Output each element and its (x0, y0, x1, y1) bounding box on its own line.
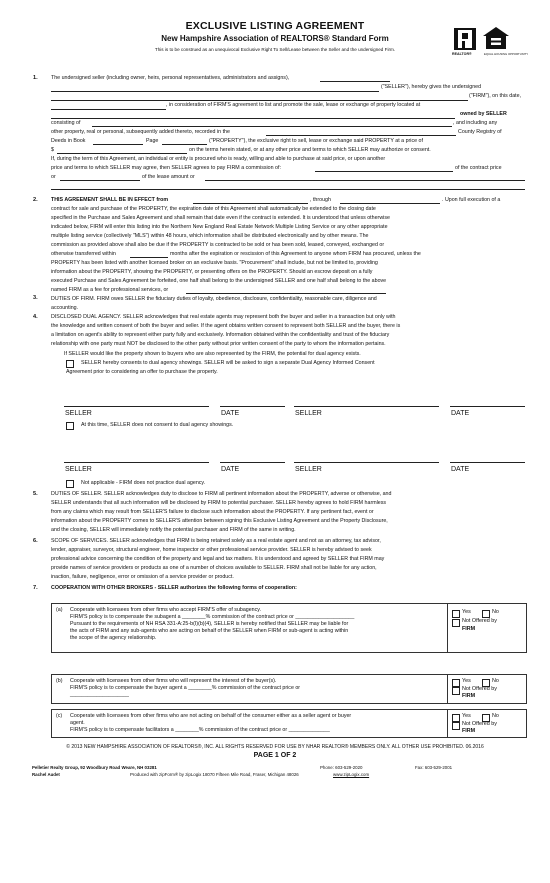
coop-b-line1: Cooperate with licensees from other firms who will represent the interest of the buyer(s). (70, 678, 277, 684)
sig-seller-label-1: SELLER (65, 410, 92, 417)
s2-line7a: otherwise transferred within (51, 251, 116, 257)
s4-consent1-b: Agreement prior to considering an offer to purchase the property. (66, 369, 218, 375)
end-date-field[interactable] (340, 203, 440, 204)
equal-housing-icon (482, 26, 510, 50)
escrow-other-field[interactable] (186, 293, 386, 294)
coop-a-no-label: No (492, 609, 499, 615)
s6-line1: SCOPE OF SERVICES. SELLER acknowledges that FIRM is being retained solely as a real estate agent and not as an attorney, tax advisor, (51, 538, 381, 544)
s1-line8c: ("PROPERTY"), the exclusive right to sell, lease or exchange said PROPERTY at a price of (209, 138, 423, 144)
s1-line5: owned by SELLER (460, 111, 507, 117)
s3-line2: accounting. (51, 305, 79, 311)
coop-b-no-label: No (492, 678, 499, 684)
sig-date-label-1: DATE (221, 410, 240, 417)
coop-box-c (51, 709, 527, 738)
coop-c-yes-label: Yes (462, 713, 471, 719)
s4-line5: If SELLER would like the property shown to buyers who are also represented by the FIRM, the potential for dual agency exists. (64, 351, 361, 357)
realtor-logo-icon (454, 28, 476, 50)
consent-dual-agency-checkbox[interactable] (66, 360, 74, 368)
coop-a-line3: Pursuant to the requirements of NH RSA 331-A:25-b(I)(b)(4), SELLER is hereby notified that SELLER may be liable for (70, 621, 349, 627)
section-6-number: 6. (33, 538, 38, 544)
coop-a-not-offered-checkbox[interactable] (452, 619, 460, 627)
equal-housing-text: EQUAL HOUSING OPPORTUNITY (484, 52, 529, 56)
sig-date-label-4: DATE (451, 466, 470, 473)
coop-c-label: (c) (56, 713, 63, 719)
property-location-field[interactable] (51, 118, 455, 119)
s6-line3: professional advice concerning the condition of the property and legal and tax matters. It is understood and agreed by SELLER that FIRM may (51, 556, 385, 562)
seller-signature-line-4[interactable] (294, 462, 439, 463)
s4-consent3: Not applicable - FIRM does not practice dual agency. (81, 480, 206, 486)
coop-b-yes-checkbox[interactable] (452, 679, 460, 687)
price-field[interactable] (57, 153, 187, 154)
section-4-number: 4. (33, 314, 38, 320)
s4-line4: relationship with one party must NOT be disclosed to the other party without prior written consent of the party to whom the information pertains. (51, 341, 386, 347)
firm-phone: Phone: 603-529-2020 (320, 765, 363, 770)
section-2-number: 2. (33, 197, 38, 203)
s5-line1: DUTIES OF SELLER. SELLER acknowledges duty to disclose to FIRM all pertinent information about the PROPERTY, adverse or otherwise, and (51, 491, 392, 497)
agent-name: Rachel Audet (32, 772, 60, 777)
coop-c-line1: Cooperate with licensees from other firms who are not acting on behalf of the consumer either as a seller agent or buyer (70, 713, 352, 719)
s2-line3: specified in the Purchase and Sales Agreement and shall remain that date even if the contract is extended. It is understood that unless otherwise (51, 215, 390, 221)
s4-line1: DISCLOSED DUAL AGENCY. SELLER acknowledges that real estate agents may represent both the buyer and seller in a transaction but only with (51, 314, 396, 320)
start-date-field[interactable] (193, 203, 308, 204)
s4-line2: the knowledge and written consent of both the buyer and seller. If the agent obtains written consent to represent both SELLER and the buyer, there is (51, 323, 401, 329)
s1-line1: The undersigned seller (including owner, heirs, personal representatives, administrators and assigns), (51, 75, 290, 81)
section-5-number: 5. (33, 491, 38, 497)
s1-line3: ("FIRM"), on this date, (469, 93, 522, 99)
s4-consent2: At this time, SELLER does not consent to dual agency showings. (81, 422, 234, 428)
s1-line9b: on the terms herein stated, or at any other price and terms to which SELLER may authorize or consent. (189, 147, 431, 153)
s2-line2: contract for sale and purchase of the PROPERTY, the expiration date of this Agreement shall automatically be extended to the closing date (51, 206, 376, 212)
s1-line8b: Page (146, 138, 159, 144)
section-1-number: 1. (33, 75, 38, 81)
s6-line2: lender, appraiser, surveyor, structural engineer, home inspector or other professional service provider. SELLER is hereby advised to seek (51, 547, 372, 553)
s1-line9a: $ (51, 147, 54, 153)
coop-box-b (51, 674, 527, 704)
s5-line3: from any claims which may result from SELLER'S failure to disclose such information about the PROPERTY. If any pertinent fact, event or (51, 509, 374, 515)
coop-a-no-checkbox[interactable] (482, 610, 490, 618)
s1-line7b: County Registry of (458, 129, 502, 135)
coop-a-firm-label: FIRM (462, 626, 476, 632)
document-title: EXCLUSIVE LISTING AGREEMENT (185, 20, 365, 32)
document-note: This is to be construed as an unequivocal Exclusive Right To Sell/Lease between the Seller and the undersigned Firm. (154, 47, 396, 52)
s1-line6a: consisting of (51, 120, 81, 126)
realtor-logo-text: REALTOR® (452, 52, 472, 56)
coop-box-a (51, 603, 527, 653)
seller-name-field-2[interactable] (51, 91, 379, 92)
book-field[interactable] (93, 144, 143, 145)
coop-b-not-offered-checkbox[interactable] (452, 687, 460, 695)
s3-line1: DUTIES OF FIRM. FIRM owes SELLER the fiduciary duties of loyalty, obedience, disclosure, confidentiality, reasonable care, diligence and (51, 296, 377, 302)
s1-line8a: Deeds in Book (51, 138, 86, 144)
coop-a-yes-checkbox[interactable] (452, 610, 460, 618)
coop-a-label: (a) (56, 607, 63, 613)
seller-signature-line-3[interactable] (64, 462, 209, 463)
page-number: PAGE 1 OF 2 (253, 752, 297, 759)
seller-signature-line-1[interactable] (64, 406, 209, 407)
coop-a-yes-label: Yes (462, 609, 471, 615)
s4-consent1-a: SELLER hereby consents to dual agency showings. SELLER will be asked to sign a separate Dual Agency Informed Consent (81, 360, 375, 366)
copyright-notice: © 2013 NEW HAMPSHIRE ASSOCIATION OF REALTORS®, INC. ALL RIGHTS RESERVED FOR USE BY NHAR REALTOR® MEMBERS ONLY. ALL OTHER USE PROHIBITED. 06.2016 (66, 744, 484, 750)
sig-date-label-3: DATE (221, 466, 240, 473)
zipform-notice: Produced with zipForm® by zipLogix 18070 Fifteen Mile Road, Fraser, Michigan 48026 (130, 772, 299, 777)
agreement-date-field[interactable] (51, 109, 166, 110)
county-field[interactable] (266, 135, 456, 136)
date-line-2[interactable] (450, 406, 525, 407)
coop-a-line4: the acts of FIRM and any sub-agents who are acting on behalf of the SELLER when FIRM or sub-agent is acting within (70, 628, 349, 634)
s5-line2: SELLER understands that all such information will be disclosed by FIRM to potential purchaser. SELLER hereby agrees to hold FIRM harmless (51, 500, 387, 506)
header-logos (452, 26, 529, 62)
s1-line10: If, during the term of this Agreement, an individual or entity is procured who is ready, willing and able to purchase at said price, or upon another (51, 156, 386, 162)
s2-line8: PROPERTY has been listed with another licensed broker on an exclusive basis. "Procurement" shall include, but not be limited to, providing (51, 260, 378, 266)
coop-b-line2: FIRM'S policy is to compensate the buyer agent a ________% commission of the contract price or (70, 685, 301, 691)
s1-line6b: , and including any (453, 120, 498, 126)
months-field[interactable] (130, 257, 168, 258)
coop-c-yes-checkbox[interactable] (452, 714, 460, 722)
coop-b-firm-label: FIRM (462, 693, 476, 699)
s1-line11b: of the contract price (455, 165, 502, 171)
s2-line11: named FIRM as a fee for professional services, or (51, 287, 169, 293)
s7-line1: COOPERATION WITH OTHER BROKERS - SELLER authorizes the following forms of cooperation: (51, 585, 297, 591)
no-consent-dual-agency-checkbox[interactable] (66, 422, 74, 430)
lease-other-field-2[interactable] (51, 189, 525, 190)
lease-commission-field[interactable] (60, 180, 140, 181)
seller-name-field[interactable] (320, 81, 390, 82)
s6-line5: inaction, failure, negligence, error or omission of a service provider or product. (51, 574, 234, 580)
s2-line6: commission as provided above shall also be due if the PROPERTY is contracted to be sold or has been sold, leased, conveyed, exchanged or (51, 242, 385, 248)
s2-line9: information about the PROPERTY, showing the PROPERTY, or presenting offers on the PROPERTY. Should an escrow deposit on a fully (51, 269, 373, 275)
s2-line7b: months after the expiration or rescission of this Agreement to anyone whom FIRM has procured, unless the (170, 251, 421, 257)
coop-c-line3: FIRM'S policy is to compensate facilitators a ________% commission of the contract price or ______________ (70, 727, 330, 733)
firm-fax: Fax: 603-529-2001 (415, 765, 453, 770)
s4-line3: a limitation on agent's ability to represent either party fully and exclusively. Information obtained within the confidentiality and trust of the fiduciary (51, 332, 390, 338)
firm-address: Pelletier Realty Group, 92 Woodbury Road Weare, NH 03281 (32, 765, 157, 770)
sig-seller-label-3: SELLER (65, 466, 92, 473)
s1-line12a: or (51, 174, 56, 180)
s5-line4: information about the PROPERTY comes to SELLER'S attention between signing this Exclusive Listing Agreement and the Property Disclosure, (51, 518, 388, 524)
coop-a-line1: Cooperate with licensees from other firms who accept FIRM'S offer of subagency. (70, 607, 261, 613)
coop-c-firm-label: FIRM (462, 728, 476, 734)
page-field[interactable] (162, 144, 207, 145)
document-subtitle: New Hampshire Association of REALTORS® Standard Form (161, 34, 389, 43)
coop-c-not-offered-checkbox[interactable] (452, 722, 460, 730)
coop-b-line3: ____________________ (70, 692, 129, 698)
s2-line1b: , through (310, 197, 331, 203)
coop-b-yes-label: Yes (462, 678, 471, 684)
s2-line10: executed Purchase and Sales Agreement be forfeited, one half shall belong to the undersigned SELLER and one half shall belong to the above (51, 278, 387, 284)
coop-b-not-offered-label: Not Offered by (462, 686, 497, 692)
sig-date-label-2: DATE (451, 410, 470, 417)
date-line-4[interactable] (450, 462, 525, 463)
coop-a-not-offered-label: Not Offered by (462, 618, 497, 624)
s1-line12b: of the lease amount or (142, 174, 195, 180)
lease-other-field[interactable] (205, 180, 525, 181)
section-7-number: 7. (33, 585, 38, 591)
seller-signature-line-2[interactable] (294, 406, 439, 407)
s1-line2: ("SELLER"), hereby gives the undersigned (381, 84, 482, 90)
date-line-1[interactable] (220, 406, 285, 407)
coop-a-line2: FIRM'S policy is to compensate the subagent a ________% commission of the contract price or ____________________ (70, 614, 355, 620)
ziplogix-link[interactable]: www.zipLogix.com (333, 772, 370, 777)
s6-line4: provide names of service providers or products as one of a number of choices available to SELLER. FIRM shall not be liable for any action, (51, 565, 377, 571)
sig-seller-label-2: SELLER (295, 410, 322, 417)
date-line-3[interactable] (220, 462, 285, 463)
s2-line4: indicated below, FIRM will enter this listing into the Northern New England Real Estate Network Multiple Listing Service or any other appropriate (51, 224, 388, 230)
coop-c-not-offered-label: Not Offered by (462, 721, 497, 727)
s1-line7a: other property, real or personal, subsequently added thereto, recorded in the (51, 129, 230, 135)
s2-line1a: THIS AGREEMENT SHALL BE IN EFFECT from (51, 197, 169, 203)
s5-line5: and the closing, SELLER will immediately notify the potential purchaser and FIRM of the same in writing. (51, 527, 296, 533)
sig-seller-label-4: SELLER (295, 466, 322, 473)
s1-line11a: price and terms to which SELLER may agree, then SELLER agrees to pay FIRM a commission of: (51, 165, 281, 171)
s2-line5: multiple listing service (collectively "MLS") within 48 hours, which information shall be distributed electronically and by other means. The (51, 233, 369, 239)
coop-b-label: (b) (56, 678, 63, 684)
property-consisting-field[interactable] (92, 126, 452, 127)
coop-c-no-label: No (492, 713, 499, 719)
commission-field[interactable] (315, 171, 453, 172)
s2-line1c: . Upon full execution of a (442, 197, 501, 203)
coop-c-line2: agent. (70, 720, 85, 726)
s1-line4: , in consideration of FIRM'S agreement to list and promote the sale, lease or exchange of property located at (166, 102, 421, 108)
coop-a-line5: the scope of the agency relationship. (70, 635, 157, 641)
not-applicable-checkbox[interactable] (66, 480, 74, 488)
section-3-number: 3. (33, 295, 38, 301)
